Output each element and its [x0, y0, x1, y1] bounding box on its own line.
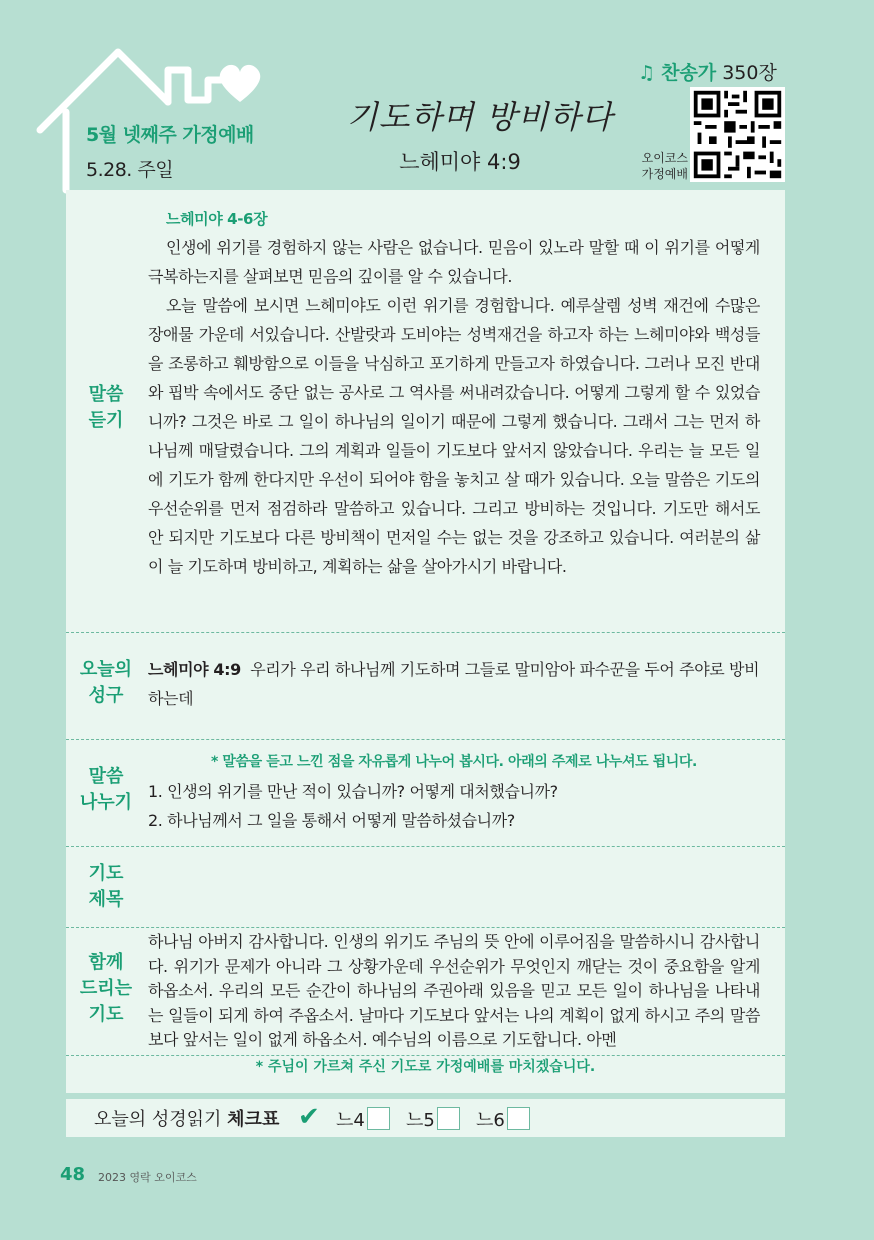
checkbox-2[interactable]: [437, 1107, 460, 1130]
prayer-topic-label: 기도 제목: [88, 863, 124, 910]
sharing-question-2: 2. 하나님께서 그 일을 통해서 어떻게 말씀하셨습니까?: [148, 811, 515, 830]
qr-caption: 오이코스 가정예배: [641, 151, 688, 181]
worship-card: [66, 190, 785, 1093]
week-title: 5월 넷째주 가정예배: [86, 124, 254, 146]
checklist-item-1: 느4: [336, 1110, 365, 1131]
checkmark-icon: ✔: [298, 1102, 320, 1132]
sharing-body: [148, 748, 760, 835]
hymn-info: [638, 58, 777, 85]
scripture-reference: 느헤미야 4:9: [399, 150, 521, 174]
music-note-icon: ♫: [638, 62, 656, 84]
page-number: 48: [60, 1164, 86, 1185]
sermon-section: [66, 190, 785, 633]
checkbox-3[interactable]: [507, 1107, 530, 1130]
sharing-question-1: 1. 인생의 위기를 만난 적이 있습니까? 어떻게 대처했습니까?: [148, 782, 558, 801]
closing-note: * 주님이 가르쳐 주신 기도로 가정예배를 마치겠습니다.: [255, 1059, 596, 1075]
reading-heading: 느헤미야 4-6장: [166, 210, 268, 228]
verse-ref: 느헤미야 4:9: [148, 660, 241, 679]
sermon-body: [148, 205, 760, 581]
prayer-section: [66, 928, 785, 1056]
prayer-label: 함께 드리는 기도: [79, 952, 133, 1025]
checklist-label: 오늘의 성경읽기 체크표: [94, 1109, 280, 1130]
sharing-label: 말씀 나누기: [79, 766, 133, 813]
page-title: 기도하며 방비하다: [346, 98, 614, 136]
verse-section: [66, 633, 785, 740]
prayer-topic-section: [66, 847, 785, 928]
verse-body: [148, 655, 760, 713]
verse-label: 오늘의 성구: [79, 659, 133, 706]
checklist-item-3: 느6: [476, 1110, 505, 1131]
checklist-item-2: 느5: [406, 1110, 435, 1131]
reading-checklist: [66, 1099, 785, 1137]
prayer-text: 하나님 아버지 감사합니다. 인생의 위기도 주님의 뜻 안에 이루어짐을 말씀하시니 감사합니다. 위기가 문제가 아니라 그 상황가운데 우선순위가 무엇인지 깨닫는 것이 중요함을 알게 하옵소서. 우리의 모든 순간이 하나님의 주권아래 있음을 믿고 모든 일이 하나님을 나타내는 일들이 되게 하여 주옵소서. 날마다 기도보다 앞서는 나의 계획이 없게 하시고 주의 말씀보다 앞서는 일이 없게 하옵소서. 예수님의 이름으로 기도합니다. 아멘: [148, 932, 760, 1049]
heart-icon: [220, 65, 261, 102]
verse-text: 우리가 우리 하나님께 기도하며 그들로 말미암아 파수꾼을 두어 주야로 방비하는데: [148, 660, 760, 708]
hymn-number: 350장: [722, 62, 777, 84]
prayer-body: [148, 930, 760, 1053]
sermon-paragraph-2: 오늘 말씀에 보시면 느헤미야도 이런 위기를 경험합니다. 예루살렘 성벽 재건에 수많은 장애물 가운데 서있습니다. 산발랏과 도비야는 성벽재건을 하고자 하는 느헤미야와 백성들을 조롱하고 훼방함으로 이들을 낙심하고 포기하게 만들고자 하였습니다. 그러나 모진 반대와 핍박 속에서도 중단 없는 공사로 그 역사를 써내려갔습니다. 어떻게 그렇게 할 수 있었습니까? 그것은 바로 그 일이 하나님의 일이기 때문에 그렇게 했습니다. 그래서 그는 먼저 하나님께 매달렸습니다. 그의 계획과 일들이 기도보다 앞서지 않았습니다. 우리는 늘 모든 일에 기도가 함께 한다지만 우선이 되어야 함을 놓치고 살 때가 있습니다. 오늘 말씀은 기도의 우선순위를 먼저 점검하라 말씀하고 있습니다. 그리고 방비하는 것입니다. 기도만 해서도 안 되지만 기도보다 다른 방비책이 먼저일 수는 없는 것을 강조하고 있습니다. 여러분의 삶이 늘 기도하며 방비하고, 계획하는 삶을 살아가시기 바랍니다.: [148, 296, 760, 576]
sermon-paragraph-1: 인생에 위기를 경험하지 않는 사람은 없습니다. 믿음이 있노라 말할 때 이 위기를 어떻게 극복하는지를 살펴보면 믿음의 깊이를 알 수 있습니다.: [148, 238, 760, 286]
footer-title: 2023 영락 오이코스: [98, 1171, 197, 1184]
sharing-section: [66, 740, 785, 847]
checkbox-1[interactable]: [367, 1107, 390, 1130]
worship-date: 5.28. 주일: [86, 159, 174, 181]
sharing-note: * 말씀을 듣고 느낀 점을 자유롭게 나누어 봅시다. 아래의 주제로 나누셔도 됩니다.: [211, 754, 697, 770]
sermon-label: 말씀 듣기: [88, 384, 124, 431]
hymn-label: 찬송가: [661, 62, 717, 84]
qr-code[interactable]: [690, 87, 785, 182]
